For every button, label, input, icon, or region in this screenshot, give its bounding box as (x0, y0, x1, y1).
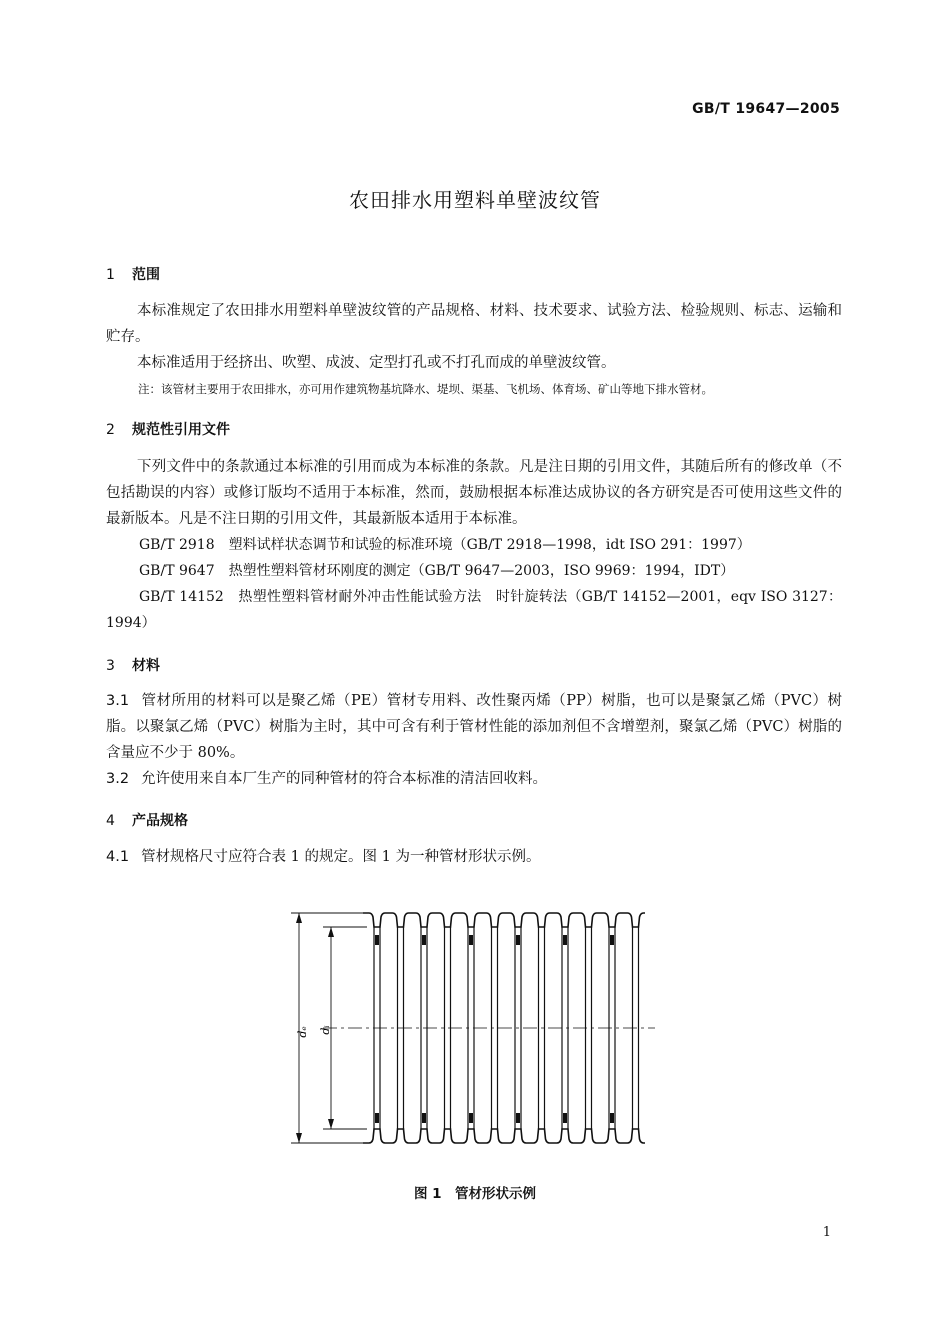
clause-number: 3.2 (106, 771, 130, 787)
normative-reference: GB/T 14152 热塑性塑料管材耐外冲击性能试验方法 时针旋转法（GB/T 14152—2001，eqv ISO 3127：1994） (106, 589, 842, 631)
figure-caption: 图 1 管材形状示例 (413, 1186, 537, 1202)
page-number: 1 (822, 1225, 831, 1240)
section-title: 规范性引用文件 (132, 422, 230, 438)
clause-number: 3.1 (106, 693, 130, 709)
section-1-heading (106, 264, 160, 284)
document-title: 农田排水用塑料单壁波纹管 (349, 188, 601, 212)
pipe-top-wall (363, 913, 645, 927)
clause-number: 4.1 (106, 849, 130, 865)
normative-reference: GB/T 2918 塑料试样状态调节和试验的标准环境（GB/T 2918—1998，idt ISO 291：1997） (139, 537, 751, 553)
perforation-slot (422, 1113, 426, 1123)
section-3-heading (106, 655, 160, 675)
outer-diameter-label: dₑ (296, 1026, 309, 1038)
note: 注：该管材主要用于农田排水，亦可用作建筑物基坑降水、堤坝、渠基、飞机场、体育场、矿山等地下排水管材。 (138, 382, 713, 396)
perforation-slot (375, 935, 379, 945)
section-number: 3 (106, 658, 115, 674)
paragraph: 下列文件中的条款通过本标准的引用而成为本标准的条款。凡是注日期的引用文件，其随后所有的修改单（不包括勘误的内容）或修订版均不适用于本标准，然而，鼓励根据本标准达成协议的各方研究是否可使用这些文件的最新版本。凡是不注日期的引用文件，其最新版本适用于本标准。 (106, 459, 842, 527)
section-title: 产品规格 (132, 813, 188, 829)
clause-text: 允许使用来自本厂生产的同种管材的符合本标准的清洁回收料。 (141, 771, 548, 787)
paragraph: 本标准适用于经挤出、吹塑、成波、定型打孔或不打孔而成的单壁波纹管。 (137, 355, 616, 371)
perforation-slot (563, 935, 567, 945)
section-number: 4 (106, 813, 115, 829)
clause-text: 管材所用的材料可以是聚乙烯（PE）管材专用料、改性聚丙烯（PP）树脂，也可以是聚氯乙烯（PVC）树脂。以聚氯乙烯（PVC）树脂为主时，其中可含有利于管材性能的添加剂但不含增塑剂，聚氯乙烯（PVC）树脂的含量应不少于 80%。 (106, 693, 842, 761)
paragraph: 本标准规定了农田排水用塑料单壁波纹管的产品规格、材料、技术要求、试验方法、检验规则、标志、运输和贮存。 (106, 303, 842, 345)
section-2-heading (106, 419, 230, 439)
clause-3-1 (106, 688, 842, 766)
section-4-heading (106, 810, 188, 830)
perforation-slot (469, 1113, 473, 1123)
clause-3-2 (106, 766, 842, 792)
section-title: 范围 (132, 267, 160, 283)
perforation-slot (563, 1113, 567, 1123)
perforation-slot (516, 935, 520, 945)
normative-reference: GB/T 9647 热塑性塑料管材环刚度的测定（GB/T 9647—2003，ISO 9969：1994，IDT） (139, 563, 735, 579)
perforation-slot (422, 935, 426, 945)
standard-number: GB/T 19647—2005 (692, 101, 840, 117)
perforation-slot (610, 1113, 614, 1123)
clause-text: 管材规格尺寸应符合表 1 的规定。图 1 为一种管材形状示例。 (141, 849, 541, 865)
section-number: 2 (106, 422, 115, 438)
section-title: 材料 (132, 658, 160, 674)
perforation-slot (375, 1113, 379, 1123)
perforation-slot (610, 935, 614, 945)
perforation-slot (516, 1113, 520, 1123)
section-number: 1 (106, 267, 115, 283)
clause-4-1 (106, 844, 842, 870)
pipe-shape-figure (285, 905, 665, 1155)
pipe-bottom-wall (363, 1129, 645, 1143)
perforation-slot (469, 935, 473, 945)
inner-diameter-label: dᵢ (319, 1025, 332, 1035)
